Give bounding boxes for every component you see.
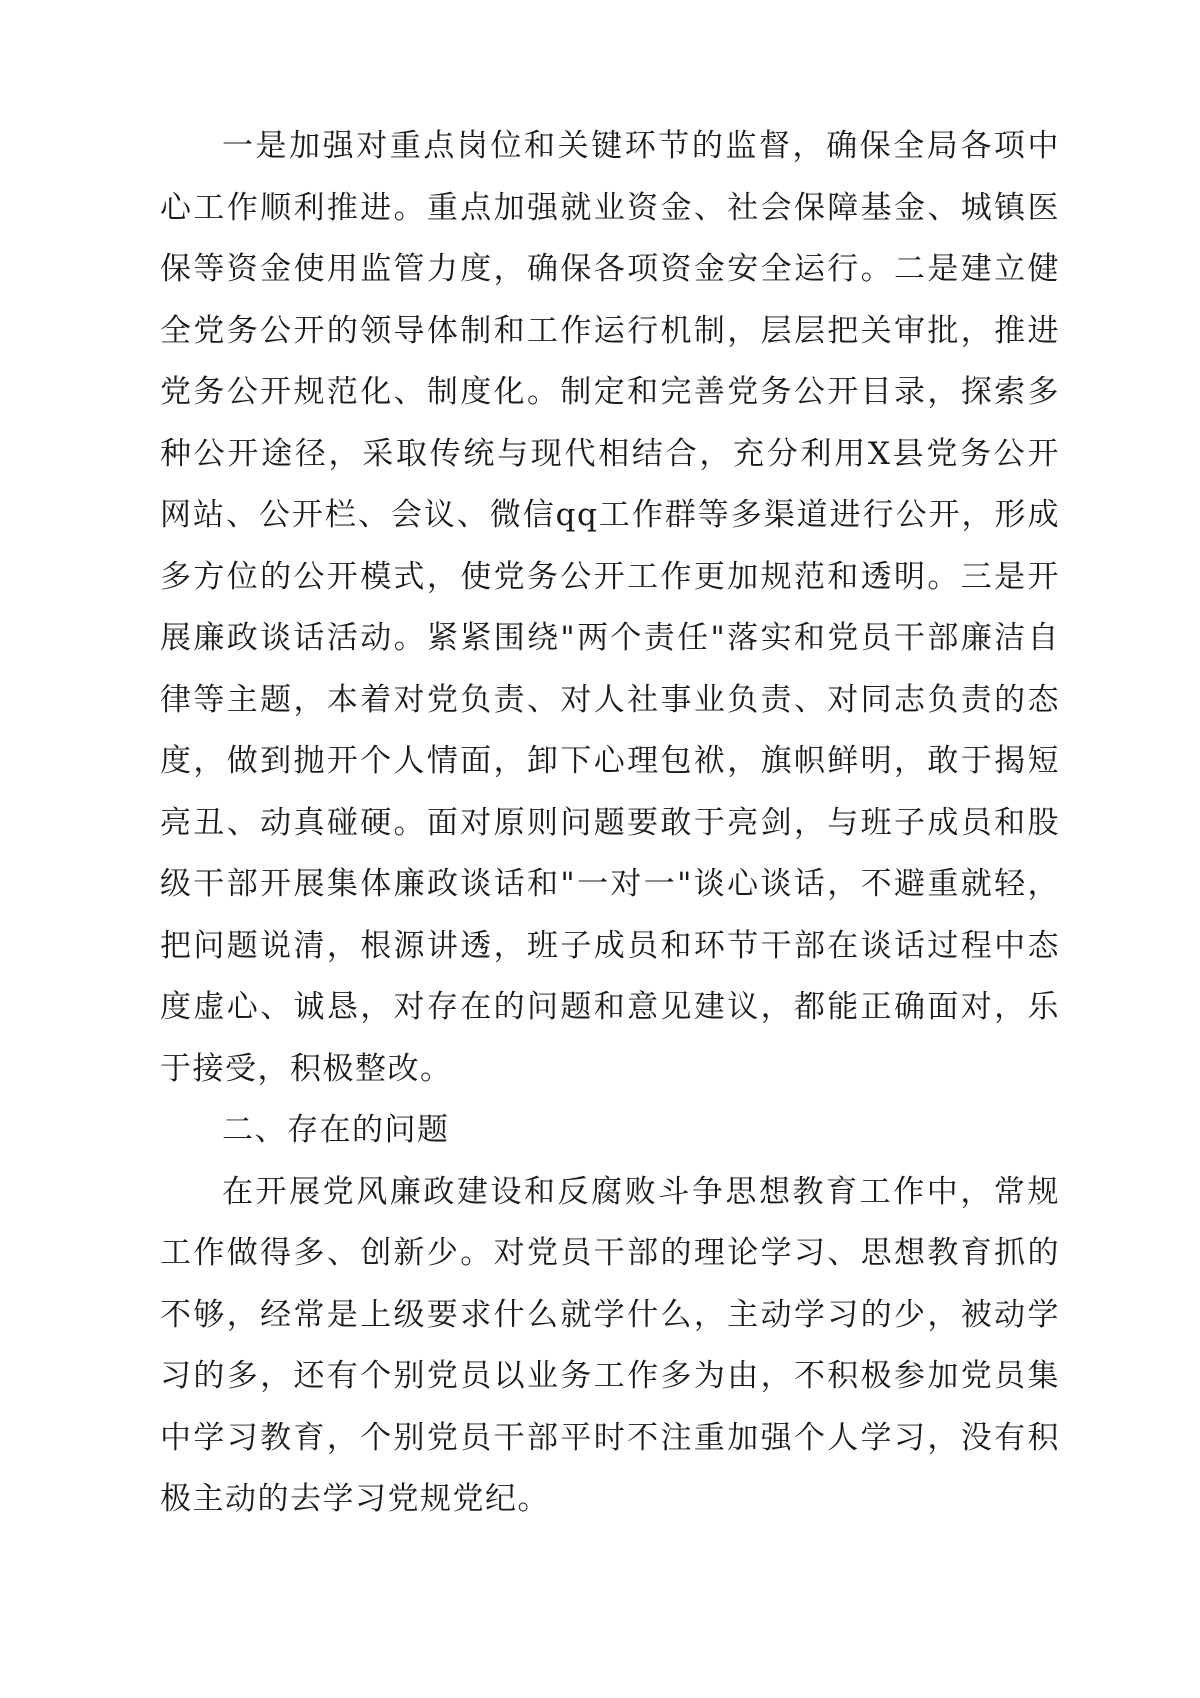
paragraph-supervision-measures: 一是加强对重点岗位和关键环节的监督，确保全局各项中心工作顺利推进。重点加强就业资金、社会保障基金、城镇医保等资金使用监管力度，确保各项资金安全运行。二是建立健全党务公开的领导体制和工作运行机制，层层把关审批，推进党务公开规范化、制度化。制定和完善党务公开目录，探索多种公开途径，采取传统与现代相结合，充分利用X县党务公开网站、公开栏、会议、微信qq工作群等多渠道进行公开，形成多方位的公开模式，使党务公开工作更加规范和透明。三是开展廉政谈话活动。紧紧围绕"两个责任"落实和党员干部廉洁自律等主题，本着对党负责、对人社事业负责、对同志负责的态度，做到抛开个人情面，卸下心理包袱，旗帜鲜明，敢于揭短亮丑、动真碰硬。面对原则问题要敢于亮剑，与班子成员和股级干部开展集体廉政谈话和"一对一"谈心谈话，不避重就轻，把问题说清，根源讲透，班子成员和环节干部在谈话过程中态度虚心、诚恳，对存在的问题和意见建议，都能正确面对，乐于接受，积极整改。 <box>160 128 1060 1087</box>
paragraph-problems-description: 在开展党风廉政建设和反腐败斗争思想教育工作中，常规工作做得多、创新少。对党员干部的理论学习、思想教育抓的不够，经常是上级要求什么就学什么，主动学习的少，被动学习的多，还有个别党员以业务工作多为由，不积极参加党员集中学习教育，个别党员干部平时不注重加强个人学习，没有积极主动的去学习党规党纪。 <box>160 1173 1060 1517</box>
section-heading-existing-problems: 二、存在的问题 <box>222 1112 450 1148</box>
document-body <box>160 116 1060 1531</box>
